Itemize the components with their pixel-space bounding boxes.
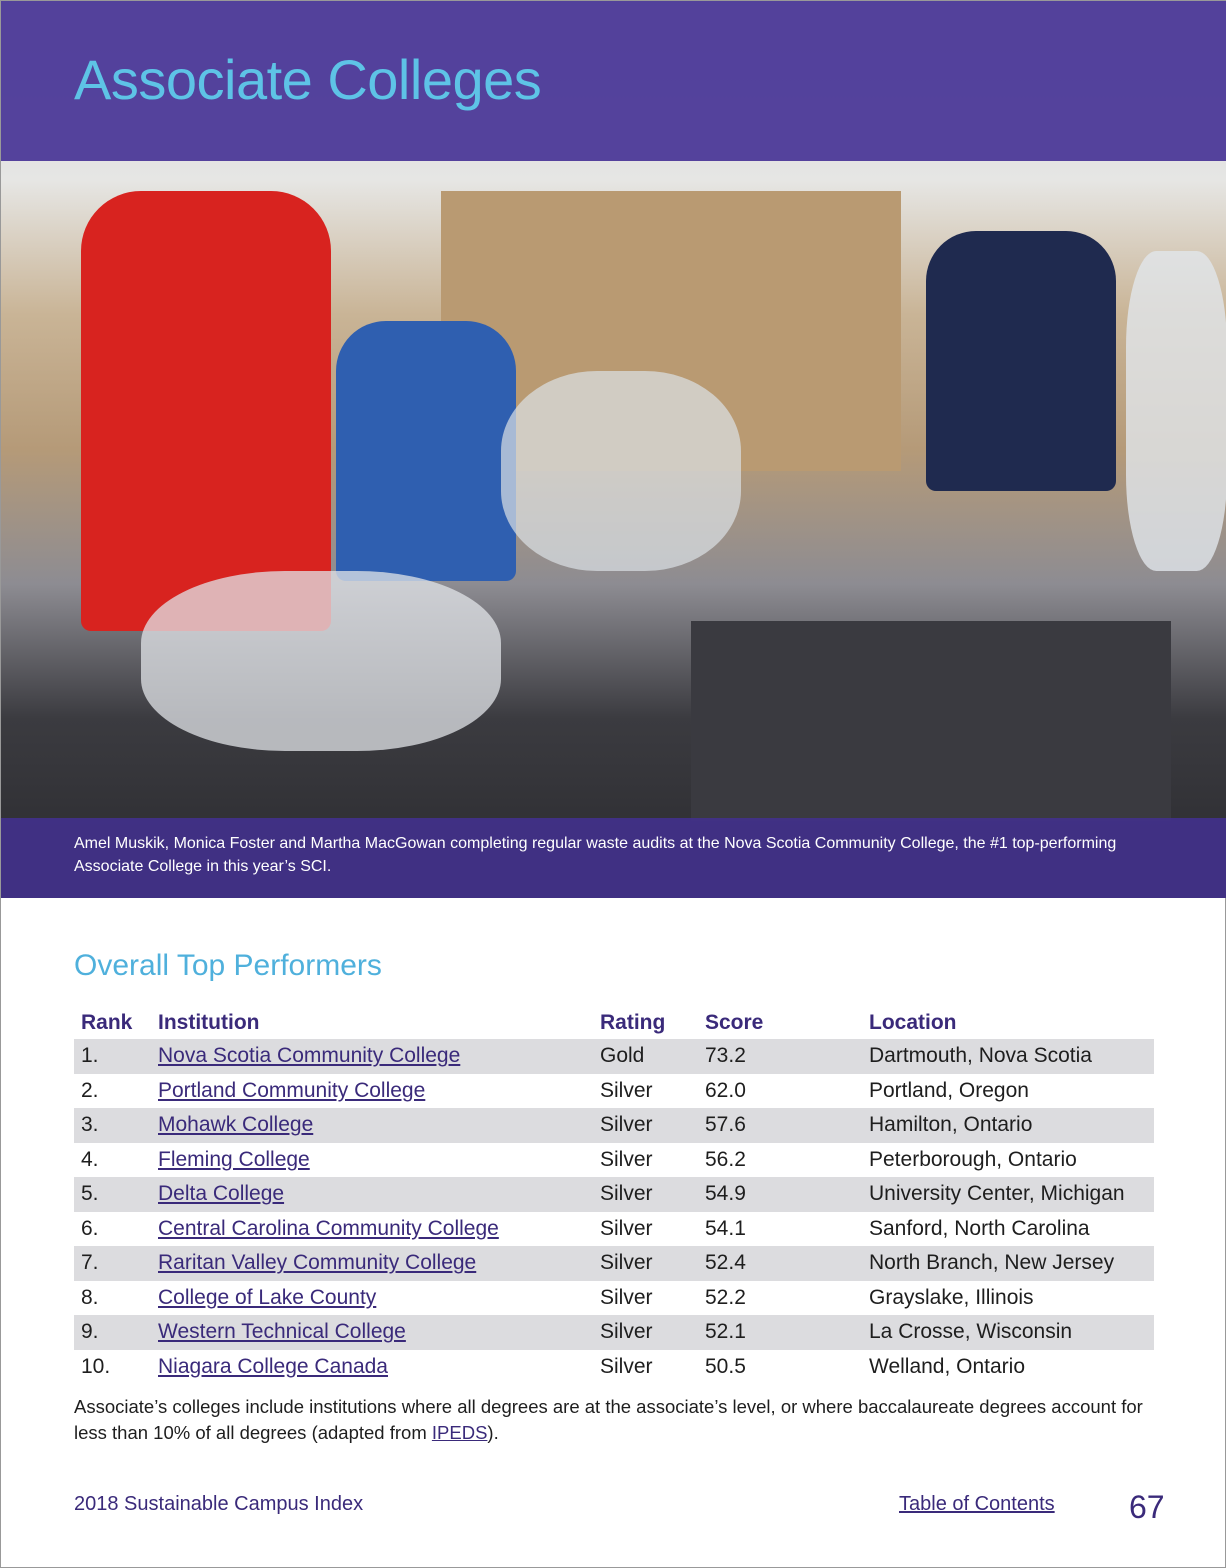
institution-link[interactable]: Mohawk College: [158, 1113, 314, 1137]
location-cell: Sanford, North Carolina: [869, 1216, 1090, 1240]
location-cell: Hamilton, Ontario: [869, 1108, 1154, 1143]
score-cell: 56.2: [705, 1147, 746, 1171]
table-row: [74, 1212, 1154, 1247]
table-row: [74, 1074, 1154, 1109]
institution-cell: [158, 1177, 600, 1212]
institution-link[interactable]: Central Carolina Community College: [158, 1216, 499, 1240]
top-performers-table: [74, 1005, 1154, 1384]
footnote: [74, 1394, 1164, 1446]
rank-cell: 6.: [81, 1216, 99, 1240]
score-cell: 62.0: [705, 1078, 746, 1102]
rating-cell: Silver: [600, 1354, 653, 1378]
plastic-bag: [501, 371, 741, 571]
institution-cell: [158, 1350, 600, 1385]
rank-cell: 7.: [74, 1246, 158, 1281]
rating-cell: Silver: [600, 1147, 653, 1171]
table-row: [74, 1177, 1154, 1212]
section-title: Overall Top Performers: [74, 949, 382, 982]
rank-cell: 3.: [74, 1108, 158, 1143]
location-cell: North Branch, New Jersey: [869, 1246, 1154, 1281]
rank-cell: 2.: [81, 1078, 99, 1102]
location-cell: Welland, Ontario: [869, 1354, 1026, 1378]
score-cell: 52.2: [705, 1285, 746, 1309]
header-location: Location: [869, 1011, 957, 1034]
institution-link[interactable]: Delta College: [158, 1182, 285, 1206]
institution-link[interactable]: Western Technical College: [158, 1320, 406, 1344]
table-row: [74, 1246, 1154, 1281]
sorting-bin: [691, 621, 1171, 821]
institution-cell: [158, 1108, 600, 1143]
institution-link[interactable]: Raritan Valley Community College: [158, 1251, 477, 1275]
institution-cell: [158, 1315, 600, 1350]
institution-cell: [158, 1281, 600, 1316]
person-red-shirt: [81, 191, 331, 631]
institution-link[interactable]: Niagara College Canada: [158, 1354, 388, 1378]
table-row: [74, 1281, 1154, 1316]
person-navy-coverall: [926, 231, 1116, 491]
rank-cell: 10.: [81, 1354, 111, 1378]
publication-name: 2018 Sustainable Campus Index: [74, 1493, 364, 1515]
institution-cell: [158, 1246, 600, 1281]
institution-link[interactable]: Nova Scotia Community College: [158, 1044, 461, 1068]
rating-cell: Silver: [600, 1216, 653, 1240]
score-cell: 52.1: [705, 1315, 869, 1350]
rank-cell: 5.: [74, 1177, 158, 1212]
location-cell: Dartmouth, Nova Scotia: [869, 1039, 1154, 1074]
header-rating: Rating: [600, 1011, 666, 1034]
rank-cell: 9.: [74, 1315, 158, 1350]
rank-cell: 4.: [81, 1147, 99, 1171]
rank-cell: 1.: [74, 1039, 158, 1074]
score-cell: 54.9: [705, 1177, 869, 1212]
person-blue-coat: [336, 321, 516, 581]
rating-cell: Gold: [600, 1039, 705, 1074]
institution-link[interactable]: Portland Community College: [158, 1078, 426, 1102]
plastic-bag: [141, 571, 501, 751]
table-row: [74, 1315, 1154, 1350]
location-cell: Grayslake, Illinois: [869, 1285, 1034, 1309]
footnote-end: ).: [487, 1422, 499, 1443]
rating-cell: Silver: [600, 1246, 705, 1281]
institution-cell: [158, 1143, 600, 1178]
table-header-row: [74, 1005, 1154, 1039]
header-institution: Institution: [158, 1011, 260, 1034]
rating-cell: Silver: [600, 1078, 653, 1102]
location-cell: University Center, Michigan: [869, 1177, 1154, 1212]
score-cell: 54.1: [705, 1216, 746, 1240]
location-cell: La Crosse, Wisconsin: [869, 1315, 1154, 1350]
institution-cell: [158, 1074, 600, 1109]
institution-link[interactable]: Fleming College: [158, 1147, 310, 1171]
score-cell: 57.6: [705, 1108, 869, 1143]
rating-cell: Silver: [600, 1315, 705, 1350]
plastic-bag: [1126, 251, 1226, 571]
header-score: Score: [705, 1011, 764, 1034]
location-cell: Peterborough, Ontario: [869, 1147, 1077, 1171]
table-of-contents-link[interactable]: Table of Contents: [899, 1493, 1055, 1515]
institution-cell: [158, 1212, 600, 1247]
ipeds-link[interactable]: IPEDS: [431, 1422, 488, 1443]
score-cell: 52.4: [705, 1246, 869, 1281]
rating-cell: Silver: [600, 1108, 705, 1143]
score-cell: 73.2: [705, 1039, 869, 1074]
rating-cell: Silver: [600, 1285, 653, 1309]
rank-cell: 8.: [81, 1285, 99, 1309]
location-cell: Portland, Oregon: [869, 1078, 1029, 1102]
institution-link[interactable]: College of Lake County: [158, 1285, 377, 1309]
page-title: Associate Colleges: [74, 48, 542, 111]
footnote-text: Associate’s colleges include institutions where all degrees are at the associate’s level, or where baccalaureate degrees account for less than 10% of all degrees (adapted from: [74, 1396, 1143, 1443]
institution-cell: [158, 1039, 600, 1074]
table-row: [74, 1350, 1154, 1385]
rating-cell: Silver: [600, 1177, 705, 1212]
score-cell: 50.5: [705, 1354, 746, 1378]
table-row: [74, 1108, 1154, 1143]
table-row: [74, 1143, 1154, 1178]
header-rank: Rank: [81, 1011, 133, 1034]
photo-caption: Amel Muskik, Monica Foster and Martha MacGowan completing regular waste audits at the Nova Scotia Community College, the #1 top-performing Associate College in this year’s SCI.: [74, 835, 1117, 875]
page-number: 67: [1129, 1489, 1165, 1525]
table-row: [74, 1039, 1154, 1074]
